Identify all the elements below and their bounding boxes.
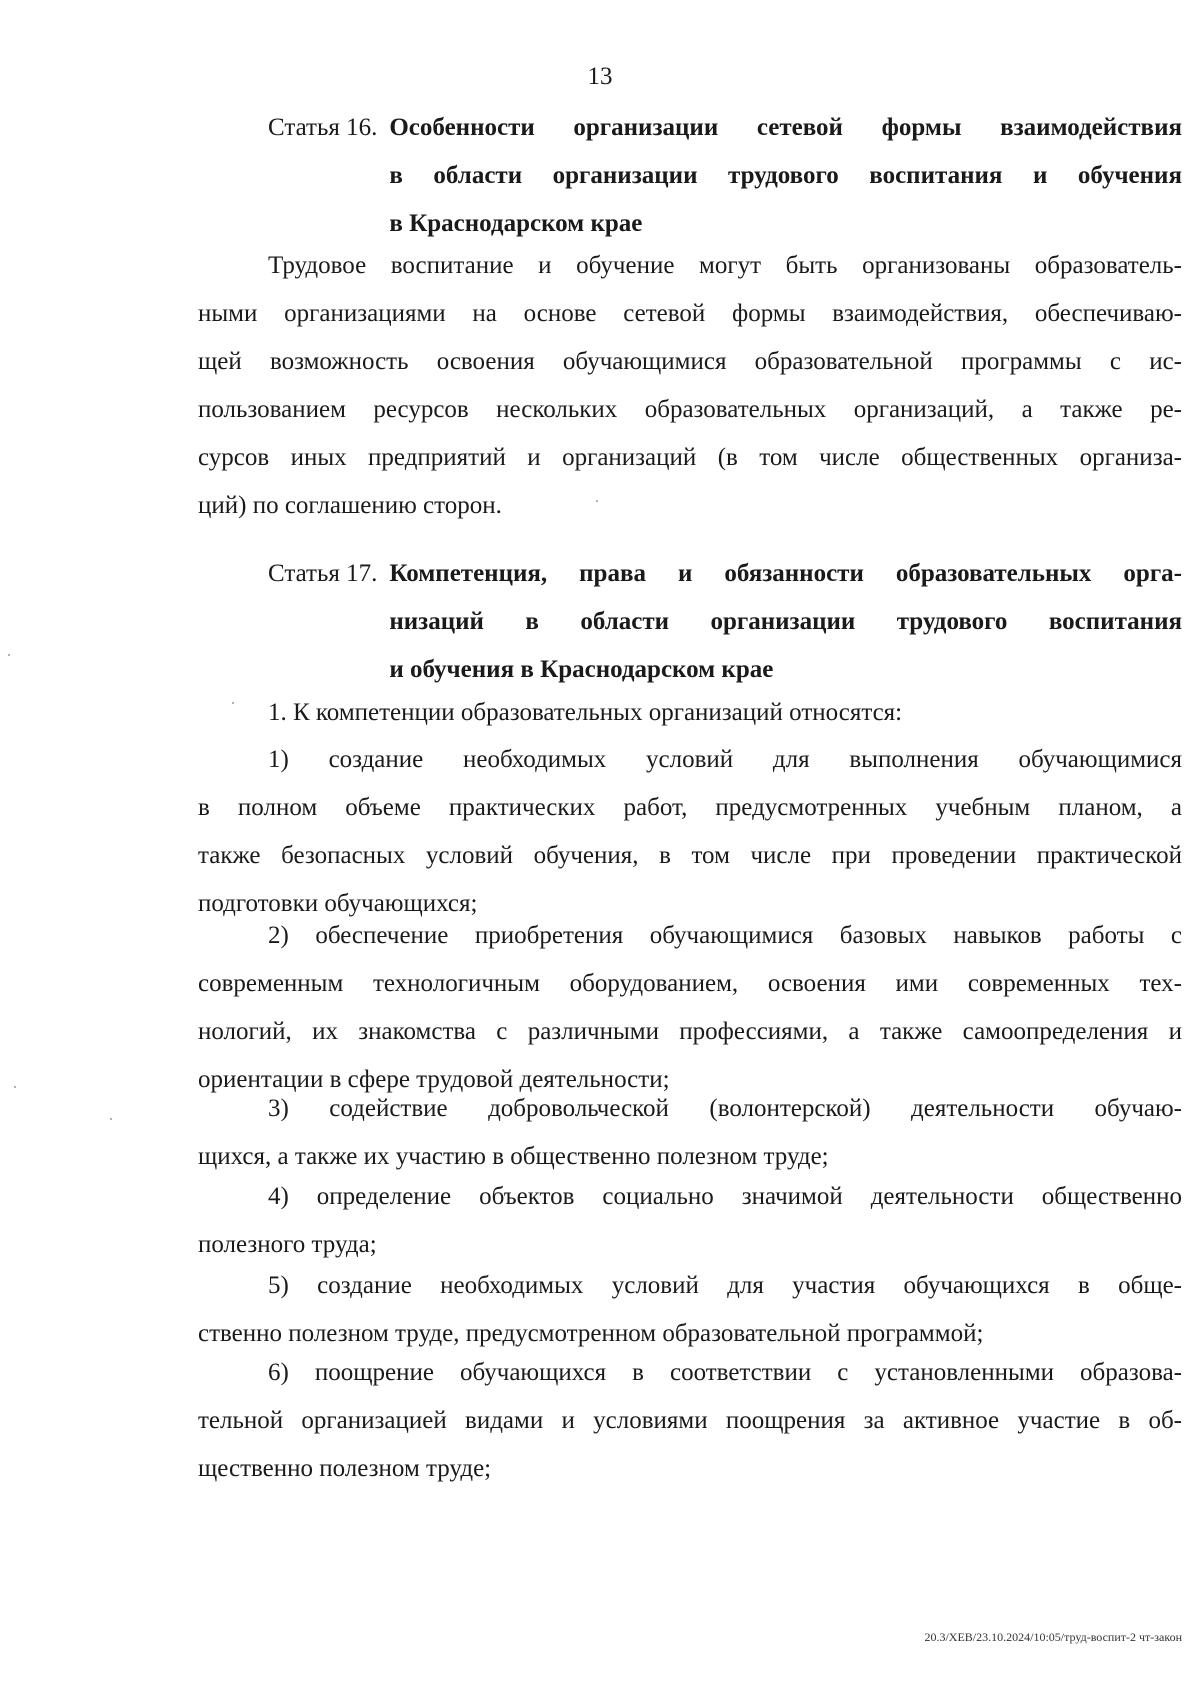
list-item-1 xyxy=(198,736,1182,928)
list-item-2 xyxy=(198,912,1182,1104)
scan-speck xyxy=(110,1118,112,1120)
article-17-title-line: и обучения в Краснодарском крае xyxy=(389,656,774,683)
page-number: 13 xyxy=(587,63,613,90)
scan-speck xyxy=(8,654,10,656)
item-line: современным технологичным оборудованием, освоения ими современных тех- xyxy=(198,970,1182,997)
item-line: в полном объеме практических работ, предусмотренных учебным планом, а xyxy=(198,794,1182,821)
item-line: также безопасных условий обучения, в том числе при проведении практической xyxy=(198,842,1182,869)
body-line: пользованием ресурсов нескольких образовательных организаций, а также ре- xyxy=(198,396,1182,423)
item-line: 3) содействие добровольческой (волонтерской) деятельности обучаю- xyxy=(268,1095,1182,1122)
list-item-3 xyxy=(198,1085,1182,1181)
body-line: сурсов иных предприятий и организаций (в том числе общественных организа- xyxy=(198,444,1182,471)
item-line: подготовки обучающихся; xyxy=(198,890,478,917)
document-footer-code: 20.3/ХЕВ/23.10.2024/10:05/труд-воспит-2 чт-закон xyxy=(924,1630,1182,1644)
body-line: Трудовое воспитание и обучение могут быть организованы образователь- xyxy=(268,252,1182,279)
article-17-label: Статья 17. xyxy=(268,560,378,587)
item-line: щихся, а также их участию в общественно полезном труде; xyxy=(198,1143,829,1170)
item-line: 2) обеспечение приобретения обучающимися базовых навыков работы с xyxy=(268,922,1182,949)
item-line: тельной организацией видами и условиями поощрения за активное участие в об- xyxy=(198,1407,1182,1434)
article-16-title-line: в области организации трудового воспитания и обучения xyxy=(389,162,1182,189)
article-16-heading xyxy=(268,104,1182,248)
scan-speck xyxy=(232,702,234,704)
item-line: ориентации в сфере трудовой деятельности; xyxy=(198,1066,670,1093)
item-line: ственно полезном труде, предусмотренном образовательной программой; xyxy=(198,1320,984,1347)
article-16-title xyxy=(389,104,1182,248)
item-line: щественно полезном труде; xyxy=(198,1455,492,1482)
list-item-4 xyxy=(198,1173,1182,1269)
list-item-6 xyxy=(198,1349,1182,1493)
item-line: нологий, их знакомства с различными профессиями, а также самоопределения и xyxy=(198,1018,1182,1045)
item-line: 4) определение объектов социально значимой деятельности общественно xyxy=(268,1183,1182,1210)
article-16-title-line: в Краснодарском крае xyxy=(389,210,643,237)
article-16-body xyxy=(198,242,1182,530)
article-17-title xyxy=(389,550,1182,694)
article-17-title-line: низаций в области организации трудового воспитания xyxy=(389,608,1182,635)
article-17-heading xyxy=(268,550,1182,694)
body-line: ций) по соглашению сторон. xyxy=(198,492,502,519)
item-line: 1) создание необходимых условий для выполнения обучающимися xyxy=(268,746,1182,773)
intro-line: 1. К компетенции образовательных организаций относятся: xyxy=(268,699,903,726)
item-line: 6) поощрение обучающихся в соответствии с установленными образова- xyxy=(268,1359,1182,1386)
article-16-title-line: Особенности организации сетевой формы взаимодействия xyxy=(389,114,1182,141)
item-line: полезного труда; xyxy=(198,1231,377,1258)
scan-speck xyxy=(596,500,598,502)
item-line: 5) создание необходимых условий для участия обучающихся в обще- xyxy=(268,1272,1182,1299)
body-line: ными организациями на основе сетевой формы взаимодействия, обеспечиваю- xyxy=(198,300,1182,327)
article-17-title-line: Компетенция, права и обязанности образовательных орга- xyxy=(389,560,1182,587)
scan-speck xyxy=(14,1086,16,1088)
body-line: щей возможность освоения обучающимися образовательной программы с ис- xyxy=(198,348,1182,375)
list-item-5 xyxy=(198,1262,1182,1358)
article-16-label: Статья 16. xyxy=(268,114,378,141)
article-17-intro xyxy=(198,689,1182,737)
